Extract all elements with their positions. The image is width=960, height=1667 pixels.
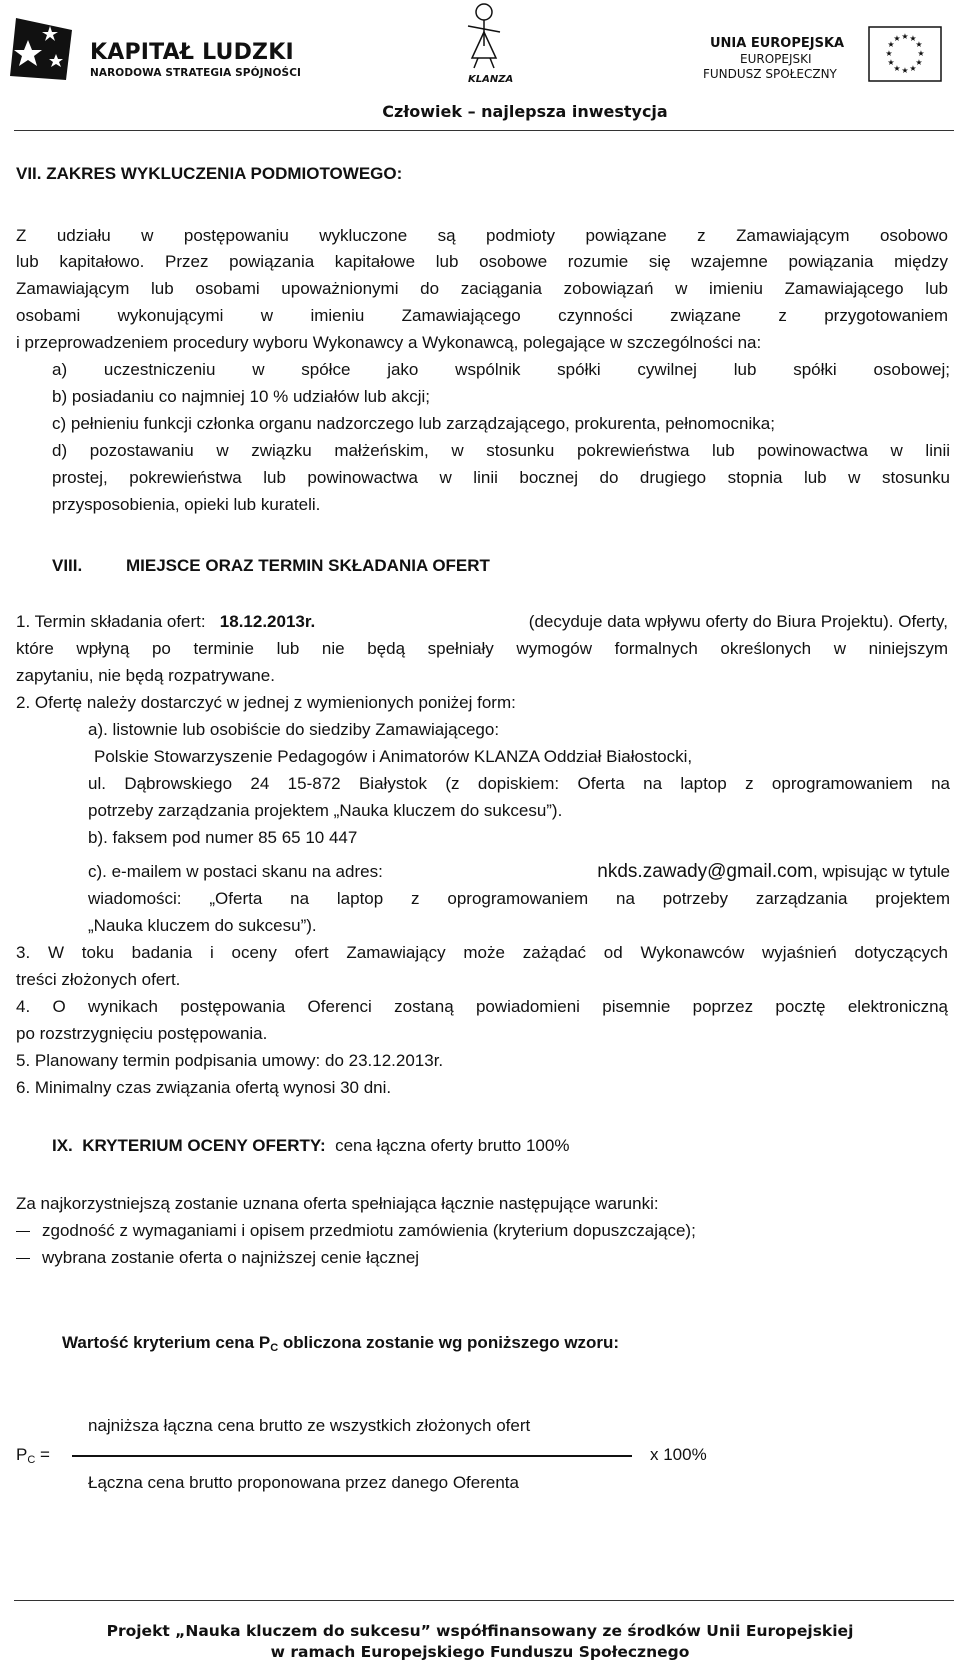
svg-text:★: ★ <box>915 58 923 67</box>
delivery-option-c-note: , wpisując w tytule <box>813 862 950 881</box>
svg-text:★: ★ <box>901 32 909 41</box>
formula-title-subscript: C <box>270 1342 279 1354</box>
section-vii-item: c) pełnieniu funkcji członka organu nadzorczego lub zarządzającego, prokurenta, pełnomocnika; <box>52 414 775 433</box>
delivery-address-note: potrzeby zarządzania projektem „Nauka kluczem do sukcesu”). <box>88 801 563 820</box>
formula-title-text: Wartość kryterium cena P <box>62 1333 271 1352</box>
section-vii-para-line: lub kapitałowo. Przez powiązania kapitałowe lub osobowe rozumie się wzajemne powiązania między <box>16 252 948 271</box>
formula-lhs <box>16 1445 50 1470</box>
delivery-option-c <box>88 862 950 882</box>
bullet-dash-icon <box>16 1258 30 1259</box>
deadline-label: 1. Termin składania ofert: <box>16 612 206 631</box>
section-viii-line: 2. Ofertę należy dostarczyć w jednej z wymienionych poniżej form: <box>16 693 516 712</box>
svg-text:★: ★ <box>915 40 923 49</box>
deadline-date: 18.12.2013r. <box>219 612 316 631</box>
deadline-note: (decyduje data wpływu oferty do Biura Projektu). Oferty, <box>528 612 948 631</box>
section-vii-item: a) uczestniczeniu w spółce jako wspólnik spółki cywilnej lub spółki osobowej; <box>52 360 950 379</box>
svg-text:★: ★ <box>917 49 925 58</box>
section-vii-heading: VII. ZAKRES WYKLUCZENIA PODMIOTOWEGO: <box>16 164 403 183</box>
delivery-option-c-label: c). e-mailem w postaci skanu na adres: <box>88 862 383 881</box>
formula-numerator: najniższa łączna cena brutto ze wszystkich złożonych ofert <box>88 1416 531 1435</box>
delivery-address-org: Polskie Stowarzyszenie Pedagogów i Animatorów KLANZA Oddział Białostocki, <box>94 747 693 766</box>
delivery-option-c-line: wiadomości: „Oferta na laptop z oprogramowaniem na potrzeby zarządzania projektem <box>88 889 950 908</box>
svg-text:★: ★ <box>893 64 901 73</box>
formula-title <box>62 1333 619 1358</box>
delivery-address-street: ul. Dąbrowskiego 24 15-872 Białystok (z dopiskiem: Oferta na laptop z oprogramowaniem na <box>88 774 950 793</box>
section-vii-para-line: Zamawiającym lub osobami upoważnionymi do zaciągania zobowiązań w imieniu Zamawiającego lub <box>16 279 948 298</box>
delivery-option-a: a). listownie lub osobiście do siedziby Zamawiającego: <box>88 720 500 739</box>
formula-title-text: obliczona zostanie wg poniższego wzoru: <box>278 1333 620 1352</box>
section-vii-para-line: i przeprowadzeniem procedury wyboru Wykonawcy a Wykonawcą, polegające w szczególności na: <box>16 333 762 352</box>
svg-text:★: ★ <box>885 49 893 58</box>
bullet-dash-icon <box>16 1231 30 1232</box>
section-ix-intro: Za najkorzystniejszą zostanie uznana oferta spełniająca łącznie następujące warunki: <box>16 1194 659 1213</box>
klanza-label: KLANZA <box>468 74 514 85</box>
section-ix-heading-line <box>52 1136 569 1156</box>
section-viii-line: które wpłyną po terminie lub nie będą spełniały wymogów formalnych określonych w niniejszym <box>16 639 948 658</box>
section-viii-line: po rozstrzygnięciu postępowania. <box>16 1024 268 1043</box>
section-vii-para-line: osobami wykonującymi w imieniu Zamawiającego czynności związane z przygotowaniem <box>16 306 948 325</box>
delivery-option-c-line: „Nauka kluczem do sukcesu”). <box>88 916 317 935</box>
section-viii-line: 3. W toku badania i oceny ofert Zamawiający może zażądać od Wykonawców wyjaśnień dotyczących <box>16 943 948 962</box>
section-viii-line: 5. Planowany termin podpisania umowy: do 23.12.2013r. <box>16 1051 444 1070</box>
svg-text:★: ★ <box>909 34 917 43</box>
fraction-bar <box>72 1455 632 1457</box>
section-viii-line: zapytaniu, nie będą rozpatrywane. <box>16 666 275 685</box>
section-viii-heading: MIEJSCE ORAZ TERMIN SKŁADANIA OFERT <box>126 556 490 575</box>
formula-lhs-symbol: P <box>16 1445 28 1464</box>
footer-divider <box>14 1600 954 1601</box>
kapital-ludzki-logo-icon <box>6 10 82 86</box>
delivery-option-b: b). faksem pod numer 85 65 10 447 <box>88 828 358 847</box>
section-viii-line: 6. Minimalny czas związania ofertą wynosi 30 dni. <box>16 1078 392 1097</box>
svg-text:★: ★ <box>901 66 909 75</box>
klanza-logo-icon <box>456 2 512 72</box>
svg-text:★: ★ <box>887 40 895 49</box>
ue-line-2: EUROPEJSKI <box>740 52 812 66</box>
ue-line-3: FUNDUSZ SPOŁECZNY <box>703 67 837 81</box>
eu-flag-icon <box>868 26 942 82</box>
section-ix-heading: KRYTERIUM OCENY OFERTY: <box>82 1136 326 1155</box>
section-viii-number: VIII. <box>52 556 83 575</box>
section-vii-item: przysposobienia, opieki lub kurateli. <box>52 495 321 514</box>
formula-lhs-equals: = <box>35 1445 50 1464</box>
svg-text:★: ★ <box>893 34 901 43</box>
footer-line-2: w ramach Europejskiego Funduszu Społecznego <box>270 1643 690 1661</box>
formula-denominator: Łączna cena brutto proponowana przez danego Oferenta <box>88 1473 519 1492</box>
section-viii-line: treści złożonych ofert. <box>16 970 181 989</box>
svg-text:★: ★ <box>909 64 917 73</box>
section-ix-value: cena łączna oferty brutto 100% <box>335 1136 570 1155</box>
section-vii-item: prostej, pokrewieństwa lub powinowactwa w linii bocznej do drugiego stopnia lub w stosunku <box>52 468 950 487</box>
email-link[interactable]: nkds.zawady@gmail.com <box>597 861 813 882</box>
criteria-bullet: zgodność z wymaganiami i opisem przedmiotu zamówienia (kryterium dopuszczające); <box>42 1221 696 1240</box>
section-vii-para-line: Z udziału w postępowaniu wykluczone są podmioty powiązane z Zamawiającym osobowo <box>16 226 948 245</box>
criteria-bullet: wybrana zostanie oferta o najniższej cenie łącznej <box>42 1248 420 1267</box>
kapital-ludzki-title: KAPITAŁ LUDZKI <box>90 40 294 65</box>
formula-lhs-subscript: C <box>27 1454 36 1466</box>
section-viii-line: 4. O wynikach postępowania Oferenci zostaną powiadomieni pisemnie poprzez pocztę elektroniczną <box>16 997 948 1016</box>
tagline: Człowiek – najlepsza inwestycja <box>382 102 668 121</box>
svg-text:★: ★ <box>887 58 895 67</box>
footer-line-1: Projekt „Nauka kluczem do sukcesu” współfinansowany ze środków Unii Europejskiej <box>106 1622 854 1640</box>
section-vii-item: d) pozostawaniu w związku małżeńskim, w stosunku pokrewieństwa lub powinowactwa w linii <box>52 441 950 460</box>
ue-line-1: UNIA EUROPEJSKA <box>710 36 845 51</box>
header-divider <box>14 130 954 131</box>
deadline-line <box>16 612 948 632</box>
kapital-ludzki-subtitle: NARODOWA STRATEGIA SPÓJNOŚCI <box>90 67 302 79</box>
section-vii-item: b) posiadaniu co najmniej 10 % udziałów lub akcji; <box>52 387 430 406</box>
formula-multiplier: x 100% <box>650 1445 707 1464</box>
section-ix-number: IX. <box>52 1136 73 1155</box>
